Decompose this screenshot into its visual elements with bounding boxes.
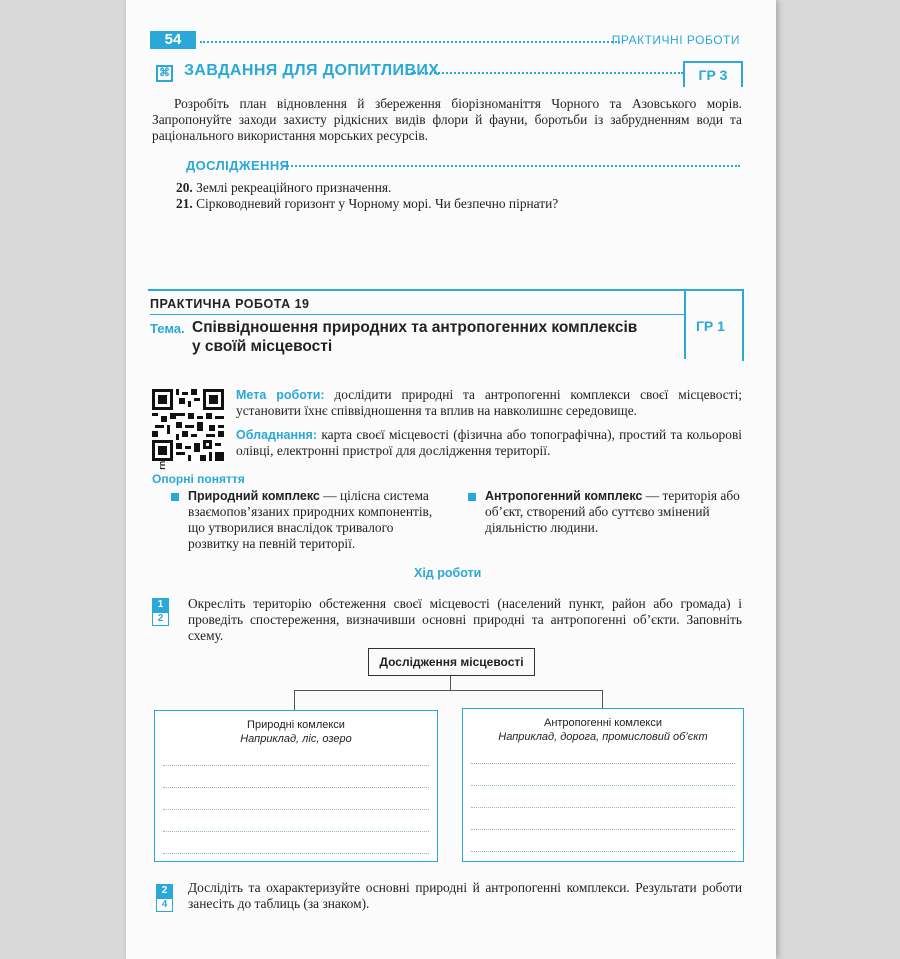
equipment-text: карта своєї місцевості (фізична або топографічна), простий та кольорові олівці, електронні пристрої для дослідження території. [236,427,742,458]
concept-natural-def: — цілісна система взаємопов’язаних природних компонентів, що утворилися внаслідок тривалого розвитку на певній території. [188,488,433,551]
goal-label: Мета роботи: [236,388,325,402]
fill-line[interactable] [471,807,735,808]
research-item-21 [176,196,736,212]
fill-line[interactable] [471,785,735,786]
task-dotted-rule [411,72,683,74]
concept-anthropogenic-term: Антропогенний комплекс [485,489,643,503]
research-title: ДОСЛІДЖЕННЯ [186,158,290,173]
group-divider [684,291,686,359]
goal-paragraph [236,387,742,419]
qr-code-icon[interactable] [152,389,224,461]
section-title: ПРАКТИЧНІ РОБОТИ [611,33,740,47]
task-text: Розробіть план відновлення й збереження біорізноманіття Чорного та Азовського морів. Запропонуйте заходи захисту рідкісних видів флори й фауни, боротьби із забрудненням води та раціонального використання морських ресурсів. [152,96,742,143]
step-2-number: 2 [156,884,173,898]
theme-text [192,318,637,356]
fill-line[interactable] [471,763,735,764]
header-dotted-rule [200,41,620,43]
fill-line[interactable] [471,829,735,830]
task-icon: ⌘ [156,65,173,82]
scheme-connector [294,690,602,691]
concept-anthropogenic [485,488,743,536]
fill-line[interactable] [163,809,429,810]
textbook-page [126,0,776,959]
research-item-text: Землі рекреаційного призначення. [196,180,392,195]
bullet-icon [171,493,179,501]
practical-work-title: ПРАКТИЧНА РОБОТА 19 [150,297,310,311]
anthropogenic-complexes-title: Антропогенні комлекси [543,717,663,729]
practical-group-badge: ГР 1 [696,318,725,334]
anthropogenic-complexes-box [462,708,744,862]
scheme-head-box: Дослідження місцевості [368,648,535,676]
goal-text: дослідити природні та антропогенні комплекси своєї місцевості; установити їхнє співвідношення та вплив на навколишнє середовище. [236,387,743,418]
step-2-text: Дослідіть та охарактеризуйте основні природні й антропогенні комплекси. Результати роботи занесіть до таблиць (за знаком). [188,880,742,911]
scheme-connector [602,690,603,708]
fill-line[interactable] [471,851,735,852]
fill-line[interactable] [163,787,429,788]
task-group-badge: ГР 3 [683,61,743,87]
theme-line-2: у своїй місцевості [192,338,333,355]
step-2-badge [156,884,173,912]
procedure-title: Хід роботи [414,566,482,580]
anthropogenic-complexes-example: Наприклад, дорога, промисловий об’єкт [498,731,708,743]
natural-complexes-title: Природні комлекси [247,719,345,731]
bullet-icon [468,493,476,501]
concept-anthropogenic-def: — територія або об’єкт, створений або суттєво змінений діяльністю людини. [485,488,740,535]
research-item-number: 21. [176,196,193,211]
scheme-connector [450,676,451,690]
concepts-title: Опорні поняття [152,472,245,486]
research-dotted-rule [284,165,740,167]
concept-natural [188,488,446,552]
fill-line[interactable] [163,765,429,766]
fill-line[interactable] [163,831,429,832]
practical-underline [150,314,686,315]
step-1-sub-number: 2 [152,612,169,626]
step-1-number: 1 [152,598,169,612]
research-item-text: Сірководневий горизонт у Чорному морі. Чи безпечно пірнати? [196,196,559,211]
natural-complexes-example: Наприклад, ліс, озеро [240,733,352,745]
theme-line-1: Співвідношення природних та антропогенних комплексів [192,319,638,336]
step-2-sub-number: 4 [156,898,173,912]
task-title: ЗАВДАННЯ ДЛЯ ДОПИТЛИВИХ [184,62,440,79]
scheme-connector [294,690,295,710]
equipment-label: Обладнання: [236,428,318,442]
concept-natural-term: Природний комплекс [188,489,320,503]
fill-line[interactable] [163,853,429,854]
natural-complexes-box [154,710,438,862]
theme-label: Тема. [150,321,185,336]
step-1-text: Окресліть територію обстеження своєї місцевості (населений пункт, район або громада) і проведіть спостереження, визначивши основні природні та антропогенні об’єкти. Заповніть схему. [188,596,742,643]
page-number: 54 [150,31,196,49]
research-item-20 [176,180,736,196]
step-1-badge [152,598,169,626]
research-item-number: 20. [176,180,193,195]
equipment-paragraph [236,427,742,459]
